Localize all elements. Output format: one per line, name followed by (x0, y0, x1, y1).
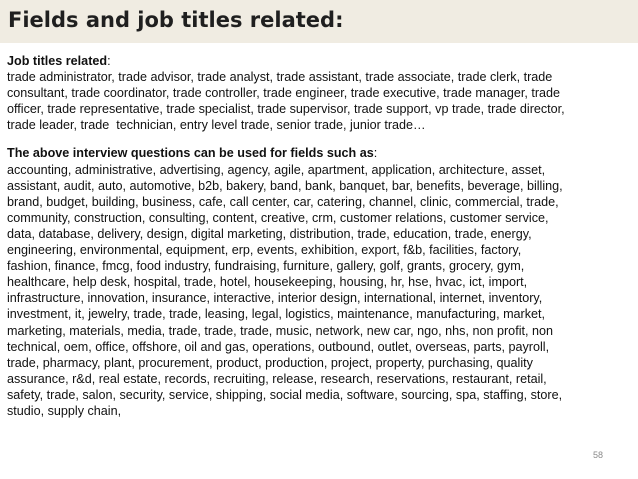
fields-heading: The above interview questions can be used for fields such as (7, 146, 374, 161)
job-titles-heading: Job titles related (7, 54, 108, 68)
slide-body (7, 53, 635, 419)
fields-line: accounting, administrative, advertising, agency, agile, apartment, application, architecture, asset, (7, 162, 546, 177)
job-titles-heading-colon: : (107, 54, 111, 68)
slide-title: Fields and job titles related: (8, 8, 344, 32)
fields-line: brand, budget, building, business, cafe, call center, car, catering, channel, clinic, commercial, trade, (7, 194, 559, 209)
section-gap (7, 133, 635, 145)
fields-line: community, construction, consulting, content, creative, crm, customer relations, customer service, (7, 210, 549, 225)
fields-line: assistant, audit, auto, automotive, b2b, bakery, band, bank, banquet, bar, benefits, beverage, billing, (7, 178, 563, 193)
fields-list (7, 162, 635, 420)
job-titles-line: trade leader, trade technician, entry level trade, senior trade, junior trade… (7, 118, 426, 133)
fields-line: engineering, environmental, equipment, erp, events, exhibition, export, f&b, facilities, factory, (7, 243, 522, 258)
fields-heading-line (7, 145, 635, 161)
fields-line: safety, trade, salon, security, service, shipping, social media, software, sourcing, spa, staffing, store, (7, 387, 563, 402)
fields-line: fashion, finance, fmcg, food industry, fundraising, furniture, gallery, golf, grants, grocery, gym, (7, 259, 525, 274)
fields-line: technical, oem, office, offshore, oil and gas, operations, outbound, outlet, overseas, parts, payroll, (7, 339, 550, 354)
fields-line: data, database, delivery, design, digital marketing, distribution, trade, education, trade, energy, (7, 226, 532, 241)
job-titles-line: trade administrator, trade advisor, trade analyst, trade assistant, trade associate, trade clerk, trade (7, 70, 553, 85)
fields-line: studio, supply chain, (7, 403, 122, 418)
job-titles-line: officer, trade representative, trade specialist, trade supervisor, trade support, vp trade, trade director, (7, 102, 565, 117)
fields-line: assurance, r&d, real estate, records, recruiting, release, research, reservations, restaurant, retail, (7, 371, 547, 386)
fields-line: trade, pharmacy, plant, procurement, product, production, project, property, purchasing, quality (7, 355, 533, 370)
job-titles-line: consultant, trade coordinator, trade controller, trade engineer, trade executive, trade manager, trade (7, 86, 561, 101)
job-titles-heading-line (7, 53, 635, 69)
fields-line: infrastructure, innovation, insurance, interactive, interior design, international, internet, inventory, (7, 291, 543, 306)
fields-line: marketing, materials, media, trade, trade, trade, music, network, new car, ngo, nhs, non profit, non (7, 323, 553, 338)
fields-line: investment, it, jewelry, trade, trade, leasing, legal, logistics, maintenance, manufacturing, market, (7, 307, 546, 322)
fields-heading-colon: : (373, 146, 378, 161)
title-bar (0, 0, 638, 43)
job-titles-list (7, 69, 635, 133)
fields-line: healthcare, help desk, hospital, trade, hotel, housekeeping, housing, hr, hse, hvac, ict, import, (7, 275, 528, 290)
page-number: 58 (592, 450, 603, 460)
